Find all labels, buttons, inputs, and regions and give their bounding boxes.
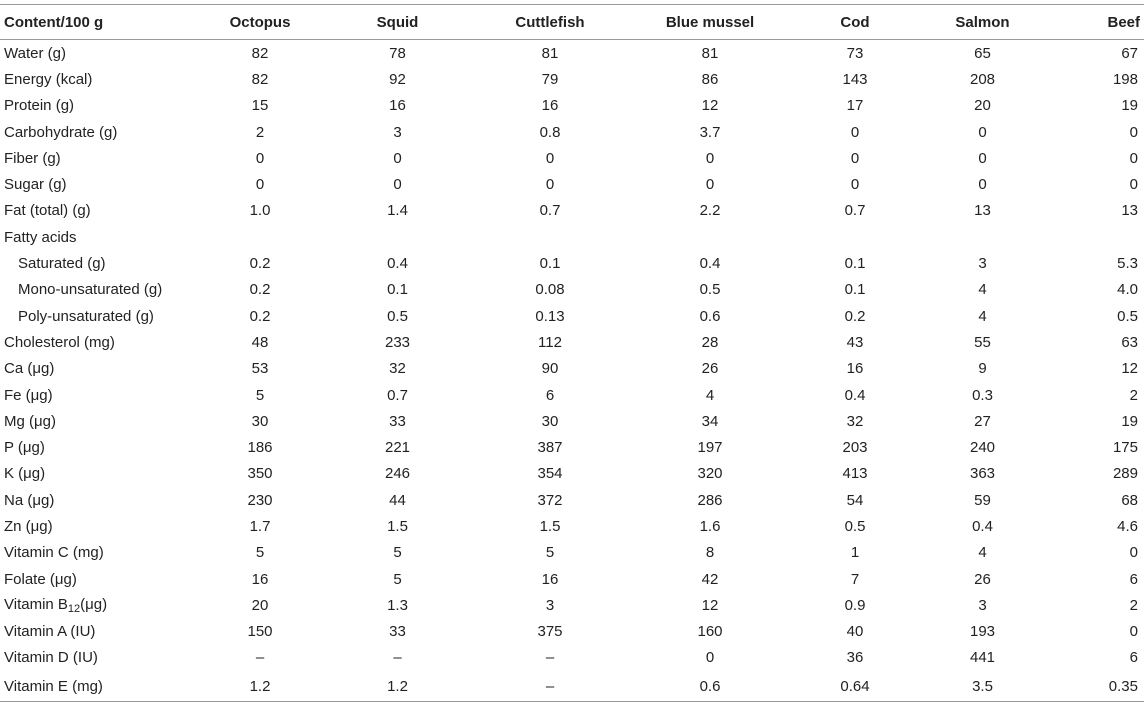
cell-cuttlefish: 79 xyxy=(541,70,559,88)
table-row xyxy=(0,277,1144,303)
cell-salmon: 441 xyxy=(969,649,996,667)
cell-beef: 198 xyxy=(1112,70,1138,88)
cell-cuttlefish: 0 xyxy=(545,149,555,167)
cell-cod: 0 xyxy=(850,149,860,167)
table-row xyxy=(0,329,1144,355)
cell-squid xyxy=(330,224,465,250)
cell-octopus: 186 xyxy=(247,439,273,457)
table-row xyxy=(0,66,1144,92)
cell-salmon: 208 xyxy=(969,70,996,88)
cell-cod: 0.4 xyxy=(844,386,866,404)
cell-cod: 413 xyxy=(842,465,868,483)
cell-blue-mussel: 320 xyxy=(697,465,723,483)
cell-cuttlefish: 0.1 xyxy=(539,255,561,273)
cell-beef: 0 xyxy=(1129,544,1138,562)
cell-blue-mussel: 4 xyxy=(705,386,715,404)
cell-squid: 0.5 xyxy=(387,307,408,325)
cell-blue-mussel: 160 xyxy=(697,623,723,641)
cell-blue-mussel: 0 xyxy=(705,649,715,667)
cell-cod: 203 xyxy=(842,439,868,457)
cell-salmon: 0.4 xyxy=(972,517,993,535)
cell-cuttlefish: 81 xyxy=(541,44,559,62)
column-header-squid: Squid xyxy=(330,5,465,40)
cell-squid: 3 xyxy=(393,123,402,141)
cell-cuttlefish: 372 xyxy=(537,491,563,509)
cell-cod: 0 xyxy=(850,176,860,194)
cell-beef: 13 xyxy=(1121,202,1138,220)
table-row xyxy=(0,40,1144,67)
cell-blue-mussel: 0.5 xyxy=(699,281,721,299)
cell-squid: 0 xyxy=(393,176,402,194)
cell-squid: 16 xyxy=(389,97,406,115)
row-label: Cholesterol (mg) xyxy=(4,333,115,351)
column-header-cod: Cod xyxy=(785,5,925,40)
column-header-octopus: Octopus xyxy=(190,5,330,40)
cell-cuttlefish: 6 xyxy=(545,386,555,404)
cell-cuttlefish: 16 xyxy=(541,570,559,588)
cell-salmon: 65 xyxy=(974,44,991,62)
cell-octopus: 48 xyxy=(251,333,269,351)
cell-beef: 6 xyxy=(1129,570,1138,588)
cell-blue-mussel: 0.4 xyxy=(699,255,721,273)
cell-octopus: 350 xyxy=(247,465,273,483)
row-label: Fe (μg) xyxy=(4,386,53,404)
cell-salmon: 55 xyxy=(974,333,991,351)
cell-squid: 44 xyxy=(389,491,406,509)
cell-cuttlefish: 375 xyxy=(537,623,563,641)
cell-beef: 63 xyxy=(1121,333,1138,351)
cell-cod: 7 xyxy=(850,570,860,588)
cell-cod: 0.5 xyxy=(844,517,866,535)
cell-squid: 1.2 xyxy=(330,671,465,702)
cell-cuttlefish: 90 xyxy=(541,360,559,378)
cell-beef: 0.5 xyxy=(1117,307,1138,325)
cell-cuttlefish: 0.8 xyxy=(539,123,561,141)
cell-octopus: 2 xyxy=(255,123,265,141)
row-label: Water (g) xyxy=(4,44,66,62)
cell-squid: 5 xyxy=(393,570,402,588)
row-label-text: Vitamin B xyxy=(4,595,68,613)
cell-cod: 1 xyxy=(850,544,860,562)
cell-salmon: 3 xyxy=(978,255,987,273)
cell-octopus: 15 xyxy=(251,97,269,115)
cell-blue-mussel: 42 xyxy=(701,570,719,588)
cell-cod: 0.64 xyxy=(785,671,925,702)
table-row xyxy=(0,461,1144,487)
cell-salmon: 0 xyxy=(978,149,987,167)
cell-squid: 33 xyxy=(389,623,406,641)
cell-octopus: 0 xyxy=(255,176,265,194)
cell-squid: 221 xyxy=(384,439,411,457)
column-header-cuttlefish: Cuttlefish xyxy=(465,5,635,40)
cell-cuttlefish: 3 xyxy=(545,596,555,614)
cell-blue-mussel xyxy=(635,224,785,250)
cell-octopus: 150 xyxy=(247,623,273,641)
row-label xyxy=(0,592,190,618)
cell-salmon: 363 xyxy=(969,465,996,483)
cell-salmon: 9 xyxy=(978,360,987,378)
cell-octopus: 0.2 xyxy=(249,255,271,273)
cell-octopus: – xyxy=(255,649,265,667)
cell-octopus: 30 xyxy=(251,412,269,430)
cell-octopus xyxy=(190,224,330,250)
cell-cuttlefish: 1.5 xyxy=(539,517,561,535)
cell-cuttlefish: 112 xyxy=(538,333,562,351)
cell-cuttlefish: – xyxy=(545,649,555,667)
row-label: Fat (total) (g) xyxy=(4,202,91,220)
row-label: Saturated (g) xyxy=(18,255,106,273)
cell-cuttlefish: 387 xyxy=(537,439,563,457)
table-row xyxy=(0,487,1144,513)
cell-octopus: 0 xyxy=(255,149,265,167)
cell-cuttlefish: 30 xyxy=(541,412,559,430)
cell-salmon: 240 xyxy=(969,439,996,457)
cell-blue-mussel: 0 xyxy=(705,176,715,194)
cell-cod: 0.9 xyxy=(844,596,866,614)
cell-squid: 1.5 xyxy=(387,517,408,535)
row-label-subscript: 12 xyxy=(67,602,81,615)
cell-cod: 54 xyxy=(846,491,864,509)
table-row xyxy=(0,119,1144,145)
cell-blue-mussel: 12 xyxy=(701,97,719,115)
row-label: Fatty acids xyxy=(4,228,77,246)
table-row xyxy=(0,592,1144,618)
row-label: Ca (μg) xyxy=(4,360,55,378)
cell-octopus: 1.0 xyxy=(249,202,271,220)
cell-cuttlefish: 16 xyxy=(541,97,559,115)
table-row xyxy=(0,224,1144,250)
table-row xyxy=(0,645,1144,671)
table-row xyxy=(0,619,1144,645)
column-header-beef: Beef xyxy=(1040,5,1144,40)
cell-cod: 0.2 xyxy=(844,307,866,325)
cell-salmon: 4 xyxy=(978,307,987,325)
column-header-salmon: Salmon xyxy=(925,5,1040,40)
cell-blue-mussel: 28 xyxy=(701,333,719,351)
cell-beef: 0.35 xyxy=(1040,671,1144,702)
cell-beef: 0 xyxy=(1129,623,1138,641)
cell-cod: 36 xyxy=(846,649,864,667)
table-row xyxy=(0,171,1144,197)
cell-octopus: 5 xyxy=(255,544,265,562)
row-label: K (μg) xyxy=(4,465,46,483)
cell-cod: 43 xyxy=(846,333,864,351)
cell-octopus: 16 xyxy=(251,570,269,588)
row-label-suffix: (μg) xyxy=(80,595,108,613)
row-label: Fiber (g) xyxy=(4,149,61,167)
cell-salmon: 27 xyxy=(974,412,991,430)
cell-salmon: 13 xyxy=(974,202,991,220)
cell-beef: 68 xyxy=(1121,491,1138,509)
cell-beef: 12 xyxy=(1121,360,1138,378)
cell-salmon: 20 xyxy=(974,97,991,115)
cell-squid: 32 xyxy=(389,360,406,378)
cell-squid: 0.1 xyxy=(387,281,408,299)
cell-beef: 0 xyxy=(1129,123,1138,141)
table-row xyxy=(0,408,1144,434)
cell-blue-mussel: 34 xyxy=(701,412,719,430)
cell-beef: 289 xyxy=(1112,465,1138,483)
cell-squid: 92 xyxy=(389,70,406,88)
cell-blue-mussel: 12 xyxy=(701,596,719,614)
cell-squid: 233 xyxy=(384,333,411,351)
cell-octopus: 53 xyxy=(251,360,269,378)
table-row xyxy=(0,671,1144,702)
cell-octopus: 82 xyxy=(251,44,269,62)
cell-cod: 16 xyxy=(846,360,864,378)
cell-salmon: 26 xyxy=(974,570,991,588)
cell-blue-mussel: 81 xyxy=(701,44,719,62)
table-row xyxy=(0,540,1144,566)
cell-beef: 2 xyxy=(1129,386,1138,404)
cell-blue-mussel: 26 xyxy=(701,360,719,378)
table-row xyxy=(0,198,1144,224)
table-row xyxy=(0,566,1144,592)
cell-blue-mussel: 3.7 xyxy=(699,123,721,141)
cell-octopus: 82 xyxy=(251,70,269,88)
row-label: Mono-unsaturated (g) xyxy=(18,281,163,299)
cell-cod xyxy=(785,224,925,250)
row-label: Vitamin E (mg) xyxy=(0,671,190,702)
cell-octopus: 20 xyxy=(251,596,269,614)
cell-cod: 17 xyxy=(846,97,864,115)
cell-octopus: 5 xyxy=(255,386,265,404)
table-row xyxy=(0,513,1144,539)
cell-cuttlefish: 0.13 xyxy=(535,307,565,325)
cell-octopus: 230 xyxy=(247,491,273,509)
cell-beef: 0 xyxy=(1129,149,1138,167)
cell-squid: 0.7 xyxy=(387,386,408,404)
cell-squid: 246 xyxy=(384,465,411,483)
cell-beef: 4.0 xyxy=(1117,281,1138,299)
table-row xyxy=(0,303,1144,329)
cell-beef: 5.3 xyxy=(1117,255,1138,273)
cell-squid: 0.4 xyxy=(387,255,408,273)
cell-beef: 19 xyxy=(1121,97,1138,115)
cell-salmon: 0 xyxy=(978,176,987,194)
row-label: Energy (kcal) xyxy=(4,70,93,88)
row-label: Folate (μg) xyxy=(4,570,77,588)
cell-cod: 73 xyxy=(846,44,864,62)
cell-salmon: 3 xyxy=(978,596,987,614)
cell-squid: 1.4 xyxy=(387,202,408,220)
table-row xyxy=(0,434,1144,460)
cell-cuttlefish: – xyxy=(465,671,635,702)
cell-blue-mussel: 286 xyxy=(697,491,723,509)
header-row xyxy=(0,5,1144,40)
row-label: Vitamin C (mg) xyxy=(4,544,104,562)
cell-beef: 19 xyxy=(1121,412,1138,430)
cell-blue-mussel: 1.6 xyxy=(699,517,721,535)
cell-blue-mussel: 2.2 xyxy=(699,202,721,220)
cell-cod: 40 xyxy=(846,623,864,641)
cell-beef: 67 xyxy=(1121,44,1138,62)
cell-blue-mussel: 0.6 xyxy=(635,671,785,702)
cell-cod: 0.7 xyxy=(844,202,866,220)
cell-beef: 4.6 xyxy=(1117,517,1138,535)
row-label: Sugar (g) xyxy=(4,176,67,194)
cell-blue-mussel: 0 xyxy=(705,149,715,167)
nutrition-table xyxy=(0,4,1144,702)
cell-squid: – xyxy=(393,649,402,667)
cell-salmon: 193 xyxy=(969,623,996,641)
cell-cuttlefish: 354 xyxy=(537,465,563,483)
cell-cuttlefish xyxy=(465,224,635,250)
cell-squid: 78 xyxy=(389,44,406,62)
cell-cuttlefish: 0.7 xyxy=(539,202,561,220)
row-label: Vitamin A (IU) xyxy=(4,623,96,641)
cell-beef: 175 xyxy=(1112,439,1138,457)
row-label: Mg (μg) xyxy=(4,412,56,430)
row-label: Carbohydrate (g) xyxy=(4,123,118,141)
cell-cod: 0.1 xyxy=(844,255,866,273)
cell-cod: 0.1 xyxy=(844,281,866,299)
cell-beef xyxy=(1040,224,1144,250)
column-header-blue-mussel: Blue mussel xyxy=(635,5,785,40)
cell-blue-mussel: 0.6 xyxy=(699,307,721,325)
cell-squid: 0 xyxy=(393,149,402,167)
table-body xyxy=(0,40,1144,702)
cell-squid: 5 xyxy=(393,544,402,562)
cell-squid: 1.3 xyxy=(387,596,408,614)
cell-cod: 0 xyxy=(850,123,860,141)
cell-salmon: 3.5 xyxy=(925,671,1040,702)
cell-beef: 2 xyxy=(1129,596,1138,614)
cell-cuttlefish: 0.08 xyxy=(535,281,565,299)
cell-beef: 6 xyxy=(1129,649,1138,667)
cell-blue-mussel: 86 xyxy=(701,70,719,88)
cell-salmon xyxy=(925,224,1040,250)
cell-octopus: 1.7 xyxy=(249,517,271,535)
cell-octopus: 1.2 xyxy=(190,671,330,702)
cell-salmon: 4 xyxy=(978,544,987,562)
row-label: P (μg) xyxy=(4,439,45,457)
row-label: Vitamin D (IU) xyxy=(4,649,98,667)
cell-salmon: 4 xyxy=(978,281,987,299)
row-label: Zn (μg) xyxy=(4,517,53,535)
row-label: Na (μg) xyxy=(4,491,55,509)
cell-cod: 32 xyxy=(846,412,864,430)
table-row xyxy=(0,382,1144,408)
cell-beef: 0 xyxy=(1129,176,1138,194)
cell-blue-mussel: 197 xyxy=(697,439,723,457)
table-row xyxy=(0,93,1144,119)
column-header-content: Content/100 g xyxy=(0,5,190,40)
cell-cuttlefish: 5 xyxy=(545,544,555,562)
row-label: Poly-unsaturated (g) xyxy=(18,307,154,325)
cell-salmon: 0.3 xyxy=(972,386,993,404)
row-label: Protein (g) xyxy=(4,97,75,115)
table-row xyxy=(0,356,1144,382)
cell-squid: 33 xyxy=(389,412,406,430)
cell-blue-mussel: 8 xyxy=(705,544,715,562)
cell-salmon: 59 xyxy=(974,491,991,509)
cell-octopus: 0.2 xyxy=(249,307,271,325)
table-row xyxy=(0,250,1144,276)
cell-salmon: 0 xyxy=(978,123,987,141)
cell-cuttlefish: 0 xyxy=(545,176,555,194)
table-row xyxy=(0,145,1144,171)
cell-octopus: 0.2 xyxy=(249,281,271,299)
cell-cod: 143 xyxy=(842,70,868,88)
